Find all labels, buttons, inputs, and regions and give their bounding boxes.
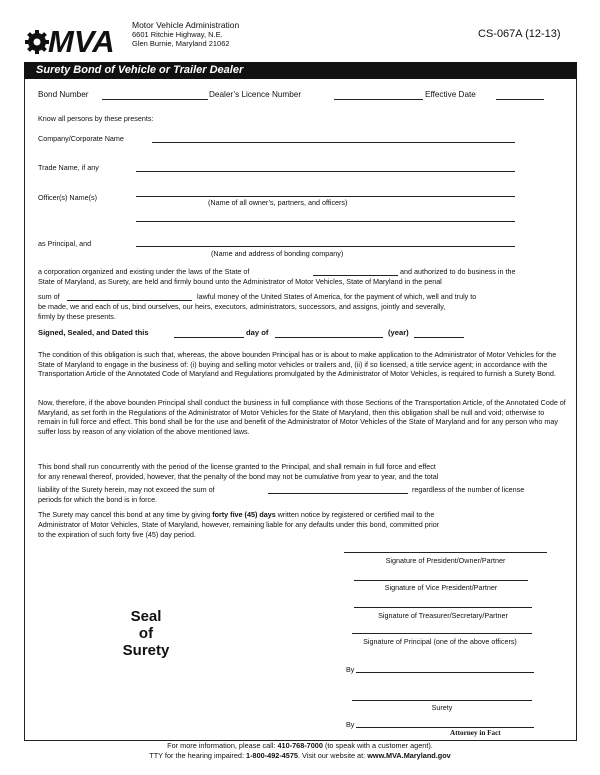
- p5-text-a: The Surety may cancel this bond at any time by giving: [38, 510, 211, 519]
- licence-number-field[interactable]: [334, 99, 423, 100]
- footer: [0, 741, 600, 760]
- agency-name: Motor Vehicle Administration: [132, 20, 240, 30]
- p1-text-c: State of Maryland, as Surety, are held and firmly bound unto the Administrator of Motor Vehicles, State of Maryland in the penal: [38, 277, 442, 286]
- company-field[interactable]: [152, 142, 515, 143]
- website-link[interactable]: www.MVA.Maryland.gov: [367, 750, 451, 760]
- footer-line-1: [0, 741, 600, 751]
- p1-text-f: be made, we and each of us, bind ourselves, our heirs, executors, administrators, successors, and assigns, jointly and severally,: [38, 302, 446, 311]
- p5-bold-days: forty five (45) days: [212, 510, 276, 519]
- gear-icon: [25, 30, 49, 54]
- p1-text-a: a corporation organized and existing under the laws of the State of: [38, 267, 250, 276]
- logo-text: MVA: [48, 24, 115, 58]
- p5-text-d: to the expiration of such forty five (45) day period.: [38, 530, 196, 539]
- therefore-paragraph: Now, therefore, if the above bounden Principal shall conduct the business in full compliance with those Sections of the Transportation Article, of the Annotated Code of Maryland, as set forth in the Regulations of the Administrator of Motor Vehicles for the State of Maryland, then this obligation shall be null and void; otherwise to remain in full force and effect. This bond shall be for the use and benefit of the Administrator of Motor Vehicles of the State of Maryland and for any person who may suffer loss by reason of any violation of the above mentioned laws.: [38, 398, 566, 436]
- bond-number-field[interactable]: [102, 99, 208, 100]
- effective-date-label: Effective Date: [425, 90, 476, 99]
- by-label-1: By: [346, 665, 355, 674]
- officers-label: Officer(s) Name(s): [38, 193, 97, 202]
- seal-line-3: Surety: [122, 642, 170, 659]
- bonding-company-field[interactable]: [136, 246, 515, 247]
- seal-line-2: of: [138, 625, 154, 642]
- signed-year-field[interactable]: [414, 337, 464, 338]
- liability-sum-field[interactable]: [268, 493, 408, 494]
- mva-logo-graphic: [24, 22, 134, 58]
- p4-text-c: liability of the Surety herein, may not exceed the sum of: [38, 485, 215, 494]
- principal-signature-line[interactable]: [352, 633, 532, 634]
- day-of-label: day of: [246, 328, 269, 337]
- by-label-2: By: [346, 720, 355, 729]
- p4-text-d: regardless of the number of license: [412, 485, 525, 494]
- state-field[interactable]: [313, 275, 398, 276]
- footer-text-1b: (to speak with a customer agent).: [324, 741, 433, 750]
- agency-block: [132, 21, 239, 48]
- bonding-company-hint: (Name and address of bonding company): [211, 249, 344, 258]
- attorney-in-fact-label: Attorney in Fact: [450, 729, 501, 737]
- customer-phone[interactable]: 410-768-7000: [277, 741, 323, 750]
- year-label: (year): [388, 328, 409, 337]
- condition-paragraph: The condition of this obligation is such that, whereas, the above bounden Principal has or is about to make application to the Administrator of Motor Vehicles for the State of Maryland to engage in the business of: (i) buying and selling motor vehicles or trailers and, (ii) if so licensed, a title service agent; in accordance with the Transportation Article of the Annotated Code of Maryland and Regulations promulgated by the Administrator of Motor Vehicles, is required to furnish a Surety Bond.: [38, 350, 557, 379]
- principal-label: as Principal, and: [38, 239, 92, 248]
- surety-signature-line[interactable]: [352, 700, 532, 701]
- p1-text-e: lawful money of the United States of America, for the payment of which, well and truly to: [197, 292, 477, 301]
- p1-text-b: and authorized to do business in the: [400, 267, 516, 276]
- effective-date-field[interactable]: [496, 99, 544, 100]
- president-signature-label: Signature of President/Owner/Partner: [385, 556, 506, 565]
- company-label: Company/Corporate Name: [38, 134, 124, 143]
- p4-text-a: This bond shall run concurrently with the period of the license granted to the Principal, and shall remain in full force and effect: [38, 462, 436, 471]
- seal-line-1: Seal: [130, 608, 162, 625]
- officers-hint: (Name of all owner’s, partners, and officers): [208, 198, 348, 207]
- signed-label: Signed, Sealed, and Dated this: [38, 328, 149, 337]
- penal-sum-field[interactable]: [67, 300, 192, 301]
- signed-month-field[interactable]: [275, 337, 383, 338]
- president-signature-line[interactable]: [344, 552, 547, 553]
- trade-name-field[interactable]: [136, 171, 515, 172]
- attorney-signature-line[interactable]: [356, 727, 534, 728]
- agency-address-2: Glen Burnie, Maryland 21062: [132, 39, 230, 48]
- trade-name-label: Trade Name, if any: [38, 163, 99, 172]
- p1-text-g: firmly by these presents.: [38, 312, 116, 321]
- officers-field-2[interactable]: [136, 221, 515, 222]
- mva-logo: [24, 22, 134, 58]
- surety-label: Surety: [431, 703, 453, 712]
- vp-signature-line[interactable]: [354, 580, 528, 581]
- vp-signature-label: Signature of Vice President/Partner: [384, 583, 498, 592]
- principal-signature-label: Signature of Principal (one of the above officers): [363, 637, 517, 646]
- form-number: CS-067A (12-13): [478, 28, 561, 40]
- licence-number-label: Dealer’s Licence Number: [209, 90, 302, 99]
- footer-text-2a: TTY for the hearing impaired:: [149, 750, 245, 760]
- by-signature-line-1[interactable]: [356, 672, 534, 673]
- p1-text-d: sum of: [38, 292, 60, 301]
- treasurer-signature-line[interactable]: [354, 607, 532, 608]
- p5-text-b: written notice by registered or certified mail to the: [277, 510, 435, 519]
- footer-text-2b: . Visit our website at:: [297, 750, 366, 760]
- know-all-text: Know all persons by these presents:: [38, 114, 154, 123]
- seal-of-surety: [104, 608, 188, 659]
- signed-day-field[interactable]: [174, 337, 244, 338]
- officers-field[interactable]: [136, 196, 515, 197]
- footer-line-2: [0, 751, 600, 761]
- treasurer-signature-label: Signature of Treasurer/Secretary/Partner: [378, 611, 508, 620]
- footer-text-1a: For more information, please call:: [167, 741, 276, 750]
- form-title: Surety Bond of Vehicle or Trailer Dealer: [24, 62, 577, 79]
- p4-text-e: periods for which the bond is in force.: [38, 495, 158, 504]
- p5-text-c: Administrator of Motor Vehicles, State of Maryland, however, remaining liable for any defaults under this bond, committed prior: [38, 520, 440, 529]
- p4-text-b: for any renewal thereof, provided, however, that the penalty of the bond may not be cumulative from year to year, and the total: [38, 472, 439, 481]
- bond-number-label: Bond Number: [38, 90, 89, 99]
- p5-line-1: [38, 510, 434, 520]
- agency-address-1: 6601 Ritchie Highway, N.E.: [132, 30, 223, 39]
- tty-phone[interactable]: 1-800-492-4575: [246, 750, 298, 760]
